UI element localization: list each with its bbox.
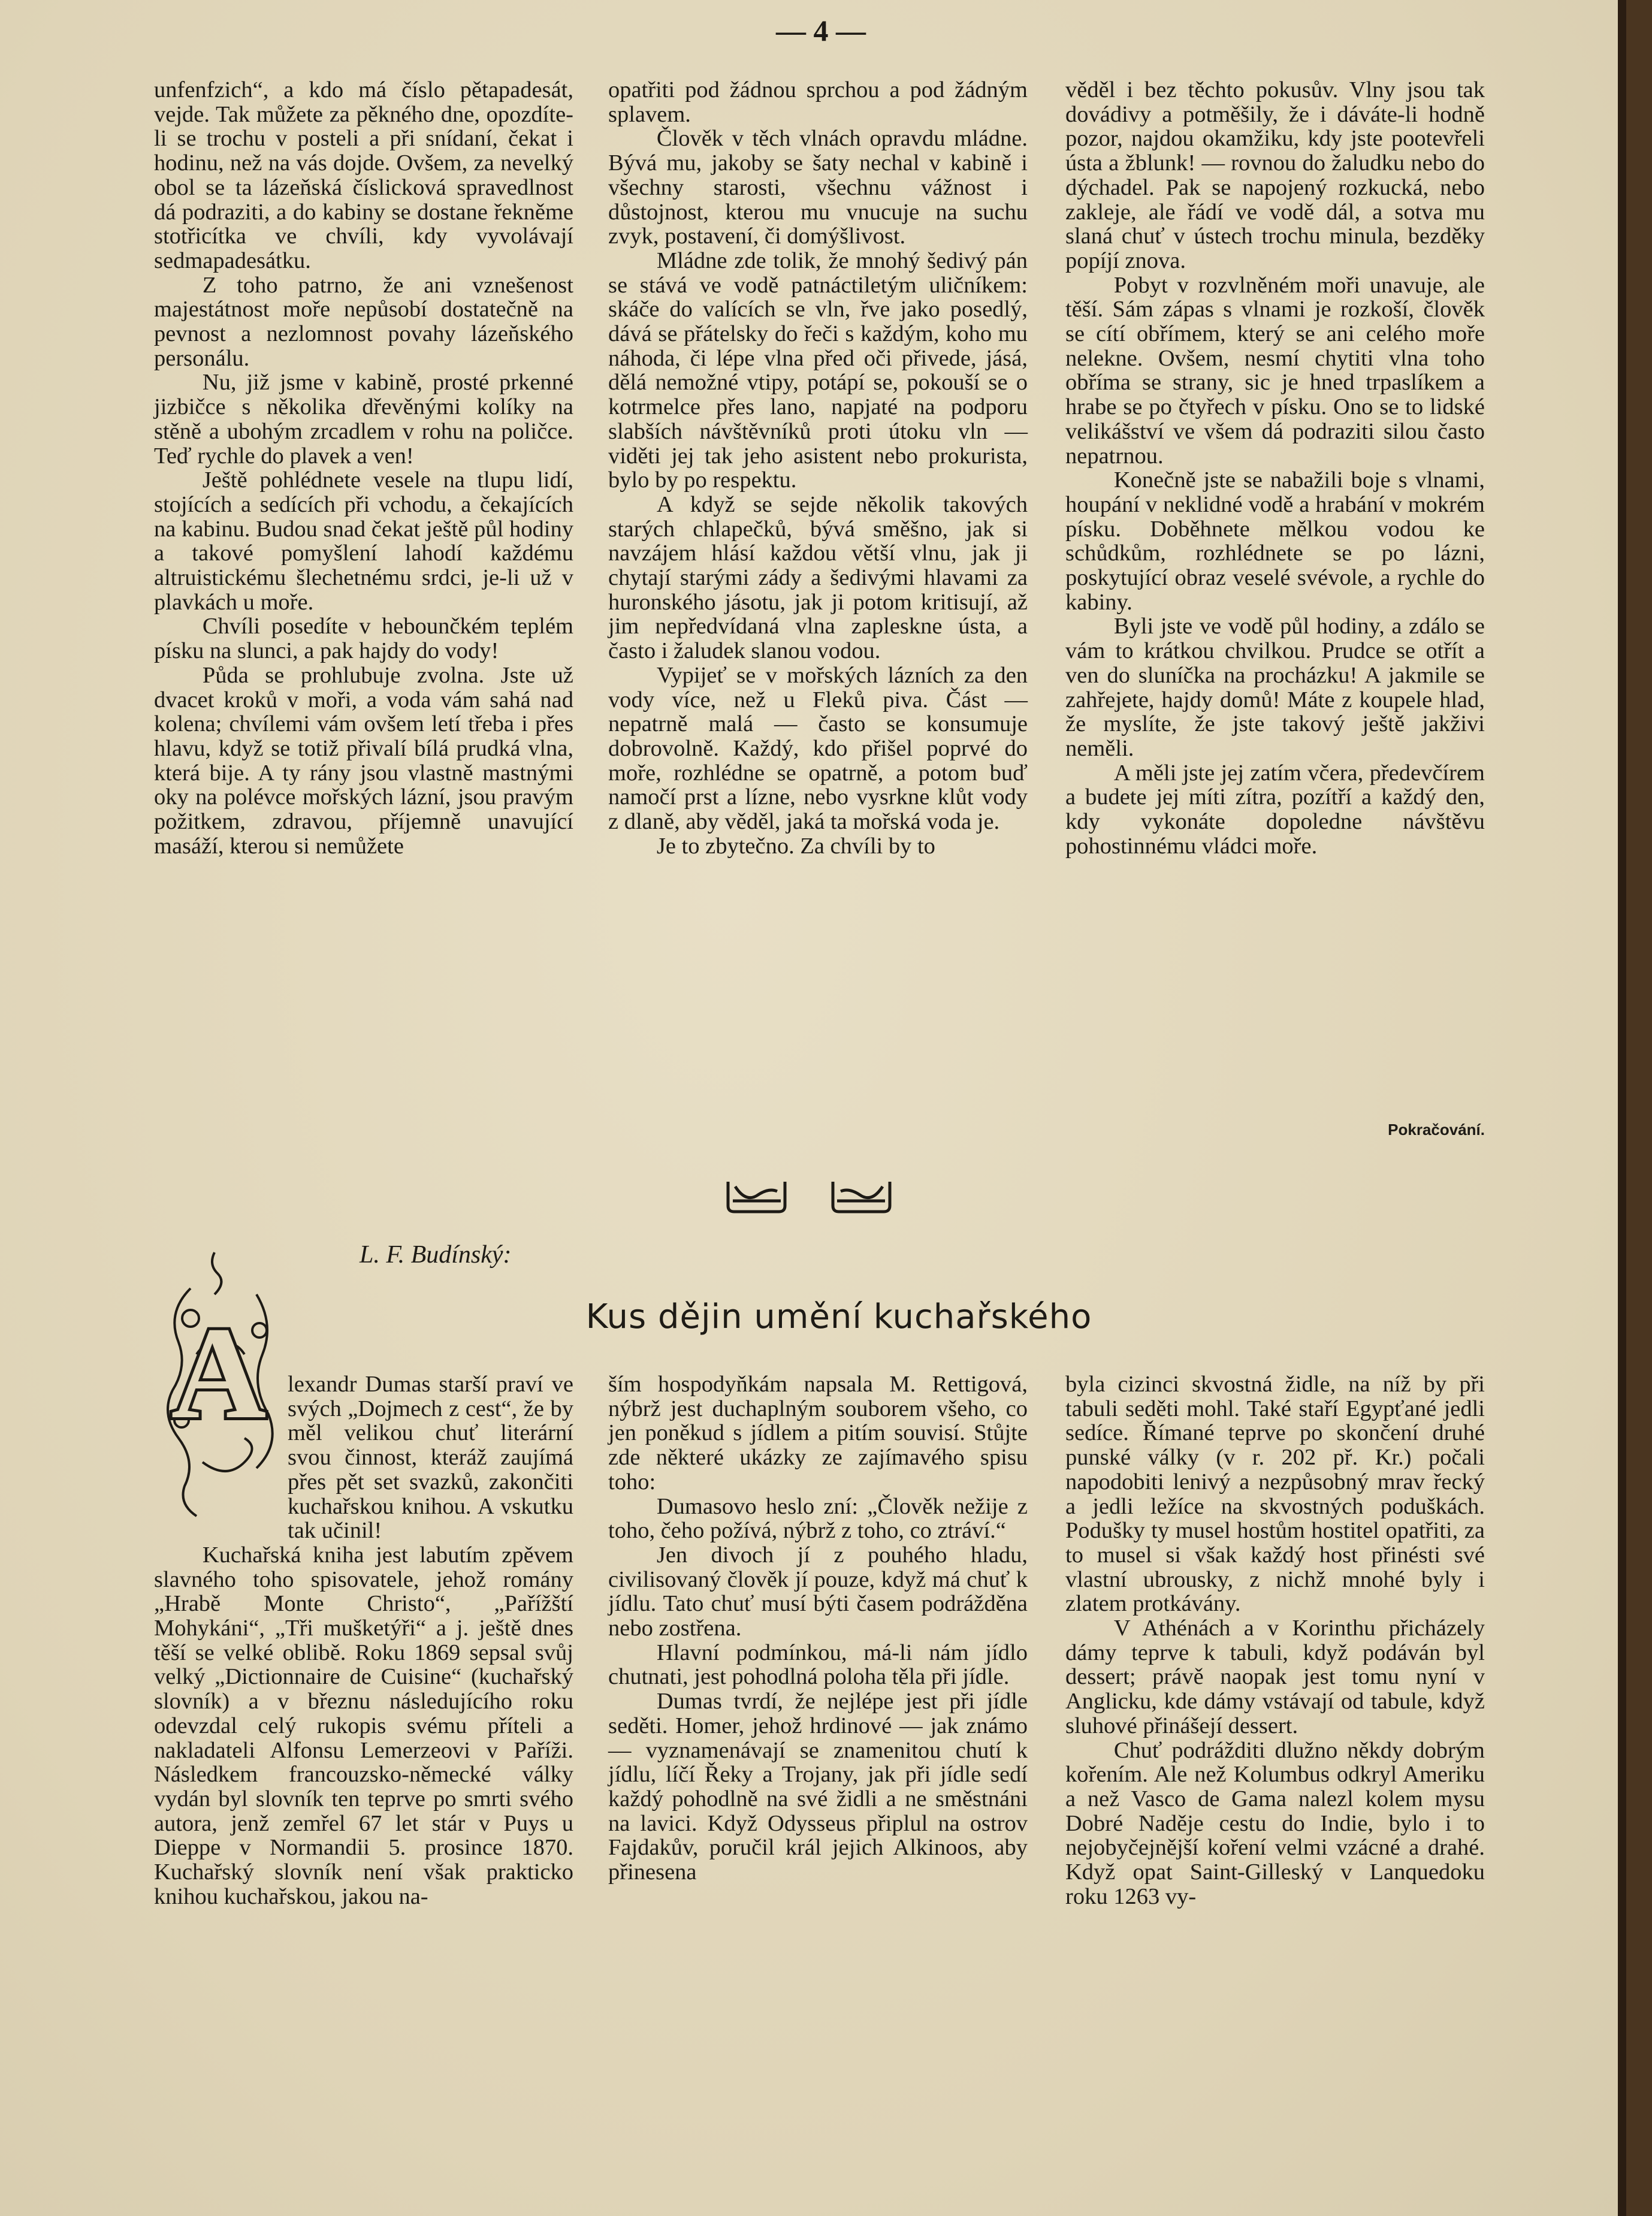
- paragraph: V Athénách a v Korinthu přicházely dámy teprve k tabuli, když podáván byl dessert; právě naopak jest tomu nyní v Anglicku, kde dámy vstávají od tabule, když sluhové přinášejí dessert.: [1065, 1616, 1485, 1738]
- paragraph: Konečně jste se nabažili boje s vlnami, houpání v neklidné vodě a hrabání v mokrém písku. Doběhnete mělkou vodou ke schůdkům, rozhlédnete se po lázni, poskytující obraz veselé svévole, a rychle do kabiny.: [1065, 467, 1485, 615]
- article2-column-1: [154, 1372, 573, 1909]
- paragraph: Vypijeť se v mořských lázních za den vody více, než u Fleků piva. Část — nepatrně malá — často se konsumuje dobrovolně. Každý, kdo přišel poprvé do moře, rozhlédne se opatrně, a potom buď namočí prst a lízne, nebo vysrkne klůt vody z dlaně, aby věděl, jaká ta mořská voda je.: [608, 662, 1028, 835]
- paragraph: Nu, již jsme v kabině, prosté prkenné jizbičce s několika dřevěnými kolíky na stěně a ubohým zrcadlem v rohu na poličce. Teď rychle do plavek a ven!: [154, 370, 573, 469]
- article1-column-1: [154, 78, 573, 859]
- paragraph: Člověk v těch vlnách opravdu mládne. Bývá mu, jakoby se šaty nechal v kabině i všechny starosti, všechnu vážnost i důstojnost, kterou mu vnucuje na suchu zvyk, postavení, či domýšlivost.: [608, 126, 1028, 249]
- paragraph: opatřiti pod žádnou sprchou a pod žádným splavem.: [608, 77, 1028, 127]
- page-number: — 4 —: [776, 14, 866, 47]
- article-author: L. F. Budínský:: [360, 1241, 512, 1269]
- paragraph: Kuchařská kniha jest labutím zpěvem slavného toho spisovatele, jehož romány „Hrabě Monte Christo“, „Pařížští Mohykáni“, „Tři mušketýři“ a j. ještě dnes těší se velké oblibě. Roku 1869 sepsal svůj velký „Dictionnaire de Cuisine“ (kuchařský slovník) a v březnu následujícího roku odevzdal celý rukopis svému příteli a nakladateli Alfonsu Lemerzeovi v Paříži. Následkem francouzsko-německé války vydán byl slovník ten teprve po smrti svého autora, jenž zemřel 67 let stár v Puys u Dieppe v Normandii 5. prosince 1870. Kuchařský slovník není však prakticko knihou kuchařskou, jakou na-: [154, 1542, 573, 1909]
- paragraph: Hlavní podmínkou, má-li nám jídlo chutnati, jest pohodlná poloha těla při jídle.: [608, 1640, 1028, 1690]
- article1-column-2: [608, 78, 1028, 859]
- initial-letter: A: [171, 1300, 267, 1446]
- article2-column-3: [1065, 1372, 1485, 1909]
- paragraph: Ještě pohlédnete vesele na tlupu lidí, stojících a sedících při vchodu, a čekajících na kabinu. Budou snad čekat ještě půl hodiny a takové pomyšlení lahodí každému altruistickému šlechetnému srdci, je-li už v plavkách u moře.: [154, 467, 573, 615]
- paragraph: Dumasovo heslo zní: „Člověk nežije z toho, čeho požívá, nýbrž z toho, co ztráví.“: [608, 1493, 1028, 1544]
- continued-note: Pokračování.: [1388, 1121, 1485, 1139]
- paragraph: Mládne zde tolik, že mnohý šedivý pán se stává ve vodě patnáctiletým uličníkem: skáče do valících se vln, řve jako posedlý, dává se přátelsky do řeči s každým, koho mu náhoda, či lépe vlna před oči přivede, jásá, dělá nemožné vtipy, potápí se, pokouší se o kotrmelce přes lano, napjaté na podporu slabších návštěvníků proti útoku vln — viděti jej tak jeho asistent nebo prokurista, bylo by po respektu.: [608, 247, 1028, 493]
- section-divider-ornament: [722, 1175, 896, 1216]
- paragraph: A když se sejde několik takových starých chlapečků, bývá směšno, jak si navzájem hlásí každou větší vlnu, jak ji chytají starými zády a šedivými hlavami za huronského jásotu, jak ji potom kritisují, až jim nepředvídaná vlna zapleskne ústa, a často i žaludek slanou vodou.: [608, 491, 1028, 664]
- paragraph: Půda se prohlubuje zvolna. Jste už dvacet kroků v moři, a voda vám sahá nad kolena; chvílemi vám ovšem letí třeba i přes hlavu, když se totiž přivalí bílá prudká vlna, která bije. A ty rány jsou vlastně mastnými oky na polévce mořských lázní, jsou pravým požitkem, zdravou, příjemně unavující masáží, kterou si nemůžete: [154, 662, 573, 859]
- paragraph: byla cizinci skvostná židle, na níž by při tabuli seděti mohl. Také staří Egypťané jedli sedíce. Římané teprve po skončení druhé punské války (v r. 202 př. Kr.) počali napodobiti lenivý a nezpůsobný mrav řecký a jedli ležíce na skvostných poduškách. Podušky ty musel hostům hostitel opatřiti, za to musel si však každý host přinésti své vlastní ubrousky, z nichž mnohé byly i zlatem protkávány.: [1065, 1372, 1485, 1617]
- paragraph: lexandr Dumas starší praví ve svých „Dojmech z cest“, že by měl velikou chuť literární svou činnost, kteráž zaujímá přes pět set svazků, zakončiti kuchařskou knihou. A vskutku tak učinil!: [288, 1372, 573, 1544]
- article-title: Kus dějin umění kuchařského: [585, 1297, 1092, 1336]
- paragraph: Chuť podrážditi dlužno někdy dobrým kořením. Ale než Kolumbus odkryl Ameriku a než Vasco de Gama nalezl kolem mysu Dobré Naděje cestu do Indie, bylo i to nejobyčejnější koření velmi vzácné a drahé. Když opat Saint-Gilleský v Lanquedoku roku 1263 vy-: [1065, 1737, 1485, 1909]
- paragraph: unfenfzich“, a kdo má číslo pětapadesát, vejde. Tak můžete za pěkného dne, opozdíte-li se trochu v posteli a při snídaní, čekat i hodinu, než na vás dojde. Ovšem, za nevelký obol se ta lázeňská číslicková spravedlnost dá podraziti, a do kabiny se dostane řekněme stotřicítka ve chvíli, kdy vyvolávají sedmapadesátku.: [154, 77, 573, 273]
- paragraph: Pobyt v rozvlněném moři unavuje, ale těší. Sám zápas s vlnami je rozkoší, člověk se cítí obřímem, který se ani celého moře nelekne. Ovšem, nesmí chytiti vlna toho obříma se strany, sic je hned trpaslíkem a hrabe se po čtyřech v písku. Ono se to lidské velikášství ve všem dá podraziti silou často nepatrnou.: [1065, 272, 1485, 469]
- paragraph: věděl i bez těchto pokusův. Vlny jsou tak dovádivy a potměšily, že i dáváte-li hodně pozor, najdou okamžiku, kdy jste pootevřeli ústa a žblunk! — rovnou do žaludku nebo do dýchadel. Pak se napojený rozkucká, nebo zakleje, ale řádí ve vodě dál, a sotva mu slaná chuť v ústech trochu minula, bezděky popíjí znova.: [1065, 77, 1485, 273]
- paragraph: A měli jste jej zatím včera, předevčírem a budete jej míti zítra, pozítří a každý den, kdy vykonáte dopoledne návštěvu pohostinnému vládci moře.: [1065, 760, 1485, 859]
- page-binding-edge: [1618, 0, 1652, 2216]
- article1-column-3: [1065, 78, 1485, 859]
- paragraph: Z toho patrno, že ani vznešenost majestátnost moře nepůsobí dostatečně na pevnost a nezlomnost povahy lázeňského personálu.: [154, 272, 573, 371]
- paragraph: ším hospodyňkám napsala M. Rettigová, nýbrž jest duchaplným souborem všeho, co jen poněkud s jídlem a pitím souvisí. Stůjte zde některé ukázky ze zajímavého spisu toho:: [608, 1372, 1028, 1495]
- paragraph: Jen divoch jí z pouhého hladu, civilisovaný člověk jí pouze, když má chuť k jídlu. Tato chuť musí býti časem podrážděna nebo zostřena.: [608, 1542, 1028, 1641]
- paragraph: Chvíli posedíte v hebounčkém teplém písku na slunci, a pak hajdy do vody!: [154, 614, 573, 664]
- article2-column-2: [608, 1372, 1028, 1885]
- paragraph: Dumas tvrdí, že nejlépe jest při jídle seděti. Homer, jehož hrdinové — jak známo — vyznamenávají se znamenitou chutí k jídlu, líčí Řeky a Trojany, jak při jídle sedí každý pohodlně na své židli a ne směstnáni na lavici. Když Odysseus připlul na ostrov Fajdakův, poručil král jejich Alkinoos, aby přinesena: [608, 1689, 1028, 1885]
- paragraph: Je to zbytečno. Za chvíli by to: [656, 833, 935, 859]
- paragraph: Byli jste ve vodě půl hodiny, a zdálo se vám to krátkou chvilkou. Prudce se otřít a ven do sluníčka na procházku! A jakmile se zahřejete, hajdy domů! Máte z koupele hlad, že myslíte, že jste takový ještě jakživi neměli.: [1065, 614, 1485, 761]
